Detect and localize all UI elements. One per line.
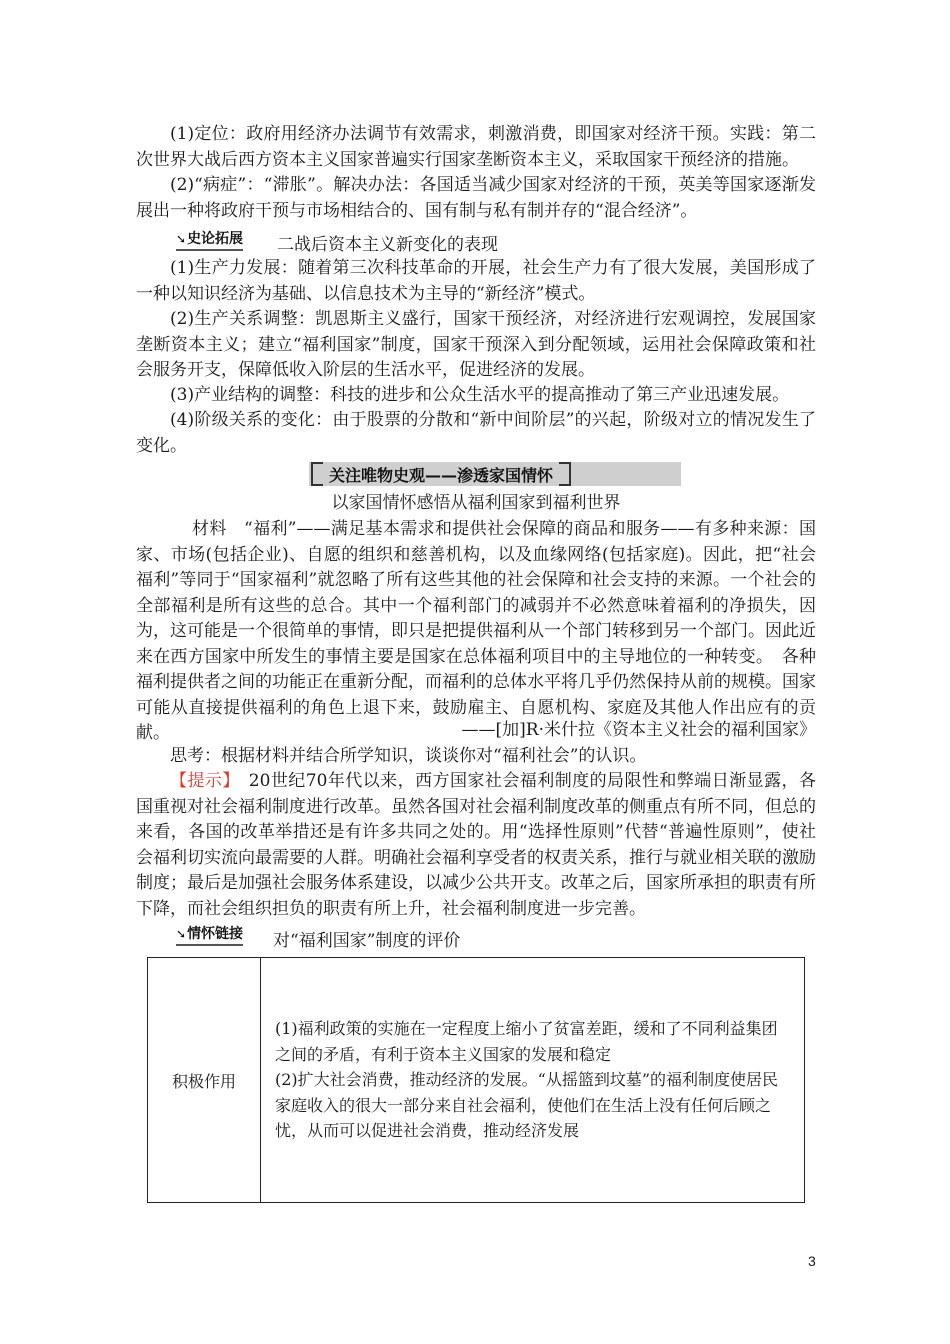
material-body: 材料 “福利”——满足基本需求和提供社会保障的商品和服务——有多种来源：国家、市场(包括企业)、自愿的组织和慈善机构，以及血缘网络(包括家庭)。因此，把“社会福利”等同于“国家福利”就忽略了所有这些其他的社会保障和社会支持的来源。一个社会的全部福利是所有这些的总合。其中一个福利部门的减弱并不必然意味着福利的净损失，因为，这可能是一个很简单的事情，即只是把提供福利从一个部门转移到另一个部门。因此近来在西方国家中所发生的事情主要是国家在总体福利项目中的主导地位的一种转变。 各种福利提供者之间的功能正在重新分配，而福利的总体水平将几乎仍然保持从前的规模。国家可能从直接提供福利的角色上退下来，鼓励雇主、自愿机构、家庭及其他人作出应有的贡献。	[136, 519, 816, 743]
list-item: (4)阶级关系的变化：由于股票的分散和“新中间阶层”的兴起，阶级对立的情况发生了变化。	[136, 410, 816, 456]
section-tag-label: 史论拓展	[187, 230, 244, 247]
material-source: ——[加]R·米什拉《资本主义社会的福利国家》	[461, 720, 816, 740]
hint-label: 【提示】	[170, 771, 232, 791]
question: 思考：根据材料并结合所学知识，谈谈你对“福利社会”的认识。	[170, 746, 647, 766]
hint-body: 20世纪70年代以来，西方国家社会福利制度的局限性和弊端日渐显露，各国重视对社会福利制度进行改革。虽然各国对社会福利制度改革的侧重点有所不同，但总的来看，各国的改革举措还是有许多共同之处的。用“选择性原则”代替“普遍性原则”，使社会福利切实流向最需要的人群。明确社会福利享受者的权责关系，推行与就业相关联的激励制度；最后是加强社会服务体系建设，以减少公共开支。改革之后，国家所承担的职责有所下降，而社会组织担负的职责有所上升，社会福利制度进一步完善。	[136, 771, 817, 919]
list-item: (2)生产关系调整：凯恩斯主义盛行，国家干预经济，对经济进行宏观调控，发展国家垄断资本主义；建立“福利国家”制度，国家干预深入到分配领域，运用社会保障政策和社会服务开支，保障低收入阶层的生活水平，促进经济的发展。	[136, 309, 816, 380]
double-arrow-icon: ➘	[176, 926, 185, 941]
material-heading: 以家国情怀感悟从福利国家到福利世界	[331, 493, 621, 513]
evaluation-table	[147, 957, 805, 1203]
paragraph-stagflation: (2)“病症”：“滞胀”。解决办法：各国适当减少国家对经济的干预，英美等国家逐渐发展出一种将政府干预与市场相结合的、国有制与私有制并存的“混合经济”。	[136, 175, 816, 221]
section-title: 二战后资本主义新变化的表现	[277, 235, 498, 255]
bracket-icon	[559, 462, 571, 486]
list-item: (3)产业结构的调整：科技的进步和公众生活水平的提高推动了第三产业迅速发展。	[170, 385, 790, 405]
section-title: 对“福利国家”制度的评价	[273, 931, 461, 951]
table-line: (2)扩大社会消费，推动经济的发展。“从摇篮到坟墓”的福利制度使居民家庭收入的很大一部分来自社会福利，使他们在生活上没有任何后顾之忧，从而可以促进社会消费，推动经济发展	[275, 1070, 779, 1141]
list-item: (1)生产力发展：随着第三次科技革命的开展，社会生产力有了很大发展，美国形成了一种以知识经济为基础、以信息技术为主导的“新经济”模式。	[136, 258, 816, 304]
table-body-cell	[261, 958, 805, 1203]
section-banner	[309, 462, 681, 486]
section-tag-label: 情怀链接	[187, 925, 244, 942]
banner-title: 关注唯物史观——渗透家国情怀	[329, 465, 554, 485]
section-tag-sentiment-link	[176, 924, 247, 944]
double-arrow-icon: ➘	[176, 231, 185, 246]
paragraph-positioning: (1)定位：政府用经济办法调节有效需求，刺激消费，即国家对经济干预。实践：第二次世界大战后西方资本主义国家普遍实行国家垄断资本主义，采取国家干预经济的措施。	[136, 124, 816, 170]
table-label-cell: 积极作用	[148, 958, 261, 1203]
section-tag-history-expansion	[176, 229, 247, 249]
page-number: 3	[808, 1253, 816, 1269]
table-row	[148, 958, 805, 1203]
hint-paragraph	[136, 769, 816, 922]
bracket-icon	[311, 462, 323, 486]
table-line: (1)福利政策的实施在一定程度上缩小了贫富差距，缓和了不同利益集团之间的矛盾，有利于资本主义国家的发展和稳定	[275, 1019, 778, 1064]
